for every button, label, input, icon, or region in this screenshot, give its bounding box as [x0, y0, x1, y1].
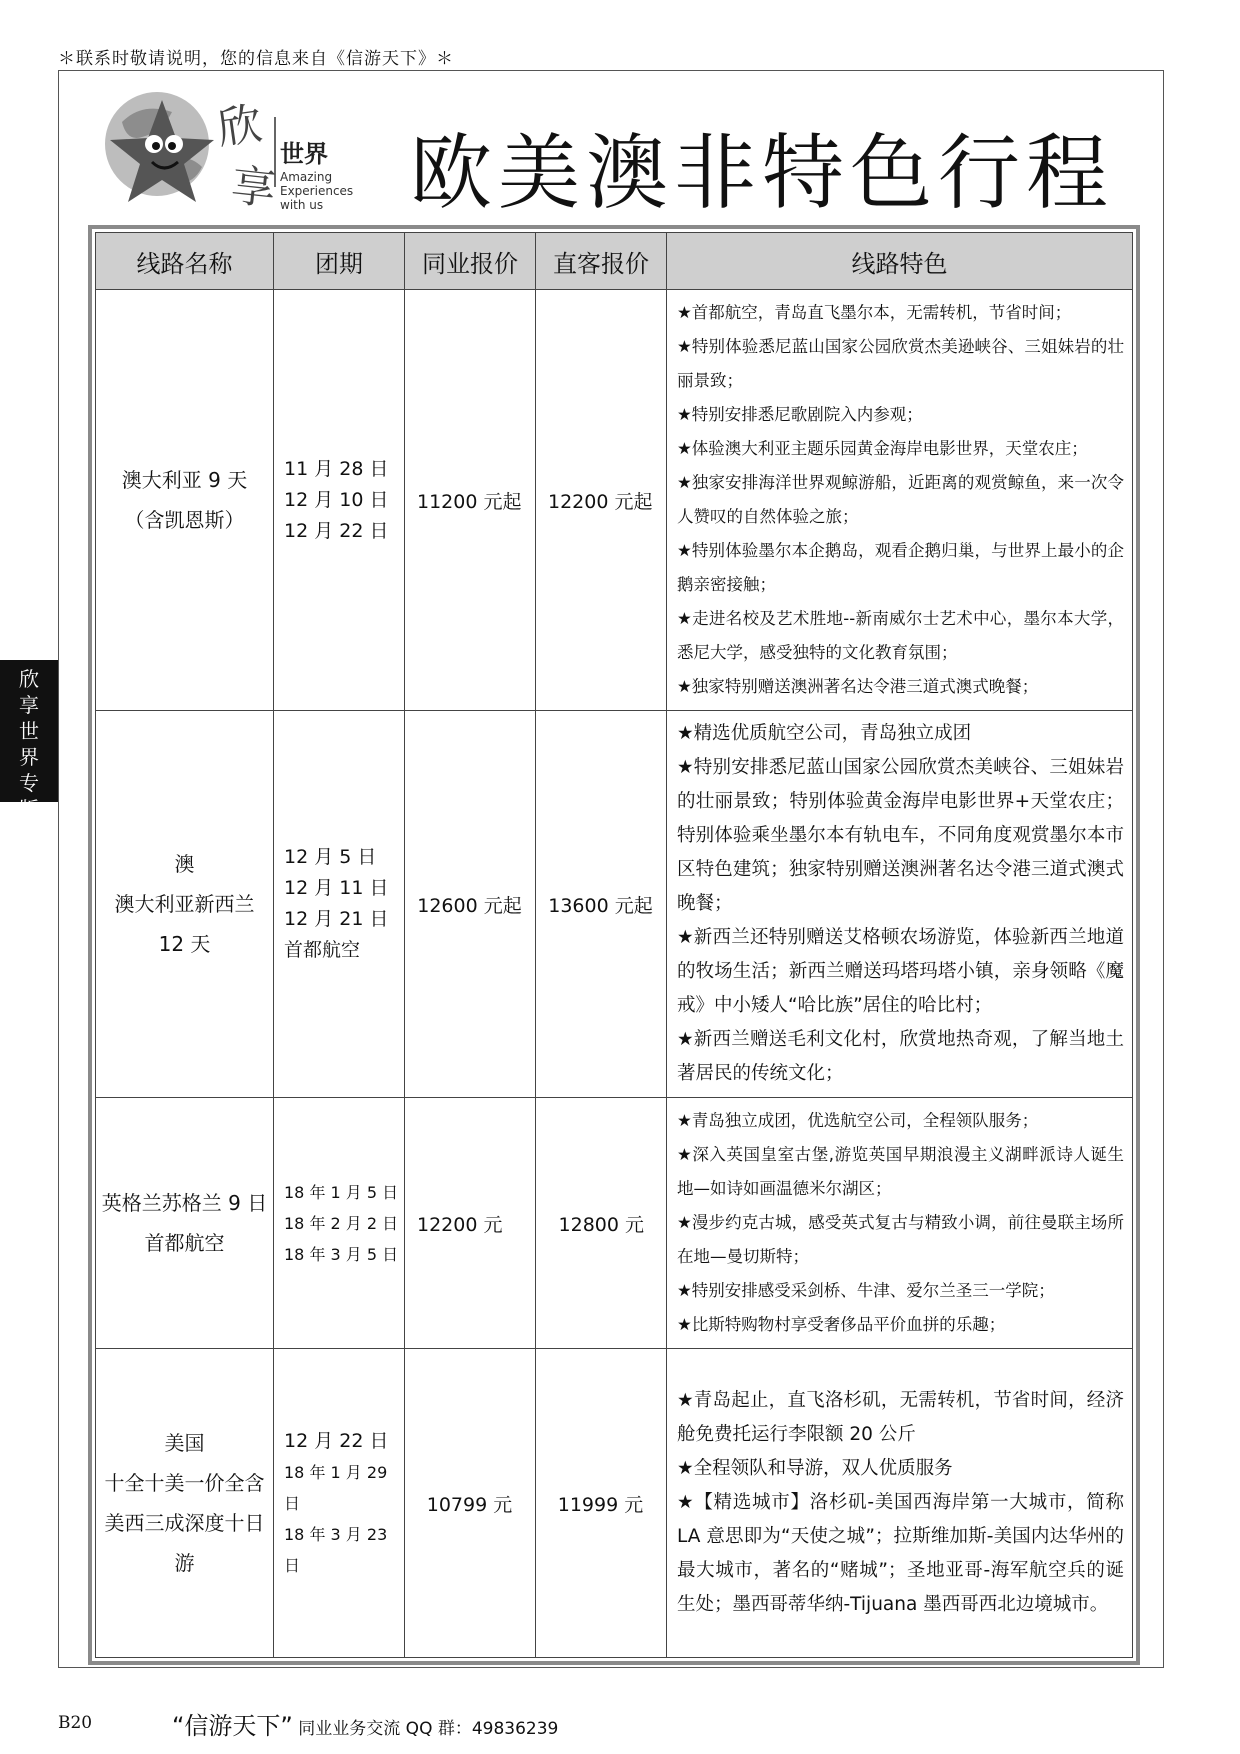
- side-tab-char: 版: [19, 797, 39, 821]
- feature-item: ★新西兰还特别赠送艾格顿农场游览，体验新西兰地道的牧场生活；新西兰赠送玛塔玛塔小镇，亲身领略《魔戒》中小矮人“哈比族”居住的哈比村；: [677, 927, 1124, 1016]
- retail-price: 13600 元起: [536, 711, 667, 1098]
- trade-price: 12200 元: [405, 1098, 536, 1349]
- route-name-line: 澳大利亚新西兰: [114, 892, 255, 916]
- side-tab-char: 界: [19, 745, 39, 769]
- route-dates: [274, 1098, 405, 1349]
- trade-price: 11200 元起: [405, 290, 536, 711]
- side-tab-char: 专: [19, 771, 39, 795]
- route-name: [96, 1349, 274, 1658]
- feature-item: ★走进名校及艺术胜地--新南威尔士艺术中心，墨尔本大学，悉尼大学，感受独特的文化教育氛围；: [677, 609, 1124, 662]
- date-line: 18 年 2 月 2 日: [284, 1213, 399, 1233]
- side-tab-char: 享: [19, 693, 39, 717]
- route-name: [96, 290, 274, 711]
- feature-item: ★特别体验墨尔本企鹅岛，观看企鹅归巢，与世界上最小的企鹅亲密接触；: [677, 541, 1124, 594]
- feature-item: ★特别安排悉尼歌剧院入内参观；: [677, 405, 923, 424]
- feature-item: ★比斯特购物村享受奢侈品平价血拼的乐趣；: [677, 1315, 1006, 1334]
- route-features: [667, 1349, 1133, 1658]
- page-number: B20: [58, 1713, 93, 1733]
- header-retail-price: 直客报价: [536, 233, 667, 290]
- feature-item: ★漫步约克古城，感受英式复古与精致小调，前往曼联主场所在地—曼切斯特；: [677, 1213, 1124, 1266]
- feature-item: ★新西兰赠送毛利文化村，欣赏地热奇观，了解当地土著居民的传统文化；: [677, 1029, 1124, 1084]
- feature-item: ★精选优质航空公司，青岛独立成团: [677, 723, 972, 744]
- svg-text:享: 享: [228, 160, 278, 216]
- date-line: 12 月 11 日: [284, 877, 389, 899]
- footer-contact: [172, 1706, 558, 1741]
- feature-item: ★深入英国皇室古堡,游览英国早期浪漫主义湖畔派诗人诞生地—如诗如画温德米尔湖区；: [677, 1145, 1124, 1198]
- date-line: 18 年 3 月 23 日: [284, 1524, 388, 1575]
- feature-item: ★【精选城市】洛杉矶-美国西海岸第一大城市，简称 LA 意思即为“天使之城”；拉斯维加斯-美国内达华州的最大城市，著名的“赌城”；圣地亚哥-海军航空兵的诞生处；墨西哥蒂华纳-Tijuana 墨西哥西北边境城市。: [677, 1492, 1124, 1615]
- date-line: 12 月 22 日: [284, 1429, 389, 1452]
- date-line: 12 月 10 日: [284, 488, 389, 511]
- route-name: [96, 1098, 274, 1349]
- feature-item: ★体验澳大利亚主题乐园黄金海岸电影世界，天堂农庄；: [677, 439, 1088, 458]
- date-line: 12 月 21 日: [284, 908, 389, 930]
- routes-table: [95, 232, 1133, 1658]
- route-name-line: 12 天: [158, 932, 211, 956]
- route-name-line: 十全十美一价全含: [104, 1471, 265, 1495]
- feature-item: ★独家安排海洋世界观鲸游船，近距离的观赏鲸鱼，来一次令人赞叹的自然体验之旅；: [677, 473, 1124, 526]
- feature-item: ★特别体验悉尼蓝山国家公园欣赏杰美逊峡谷、三姐妹岩的壮丽景致；: [677, 337, 1124, 390]
- table-row: [96, 1098, 1133, 1349]
- route-features: [667, 1098, 1133, 1349]
- trade-price: 12600 元起: [405, 711, 536, 1098]
- route-name-line: 首都航空: [144, 1231, 225, 1255]
- feature-item: ★全程领队和导游，双人优质服务: [677, 1458, 953, 1479]
- feature-item: ★首都航空，青岛直飞墨尔本，无需转机，节省时间；: [677, 303, 1072, 322]
- side-section-tab: [0, 660, 58, 821]
- page-title: 欧美澳非特色行程: [410, 126, 1115, 221]
- retail-price: 12800 元: [536, 1098, 667, 1349]
- feature-item: ★青岛独立成团，优选航空公司，全程领队服务；: [677, 1111, 1039, 1130]
- date-line: 11 月 28 日: [284, 457, 389, 480]
- header-note: ＊联系时敬请说明，您的信息来自《信游天下》＊: [58, 49, 454, 69]
- route-name-line: 美国: [164, 1431, 205, 1455]
- side-tab-char: 欣: [19, 667, 39, 691]
- date-line: 12 月 5 日: [284, 846, 377, 868]
- logo-text-cn: 世界: [280, 140, 328, 168]
- route-dates: [274, 290, 405, 711]
- routes-table-frame: [88, 225, 1140, 1665]
- route-name-line: 澳: [174, 852, 195, 876]
- route-name-line: （含凯恩斯）: [124, 508, 245, 532]
- feature-item: ★特别安排悉尼蓝山国家公园欣赏杰美峡谷、三姐妹岩的壮丽景致；特别体验黄金海岸电影世界+天堂农庄；特别体验乘坐墨尔本有轨电车，不同角度观赏墨尔本市区特色建筑；独家特别赠送澳洲著名达令港三道式澳式晚餐；: [677, 757, 1124, 914]
- route-name-line: 澳大利亚 9 天: [121, 468, 248, 492]
- header-features: 线路特色: [667, 233, 1133, 290]
- feature-item: ★特别安排感受采剑桥、牛津、爱尔兰圣三一学院；: [677, 1281, 1055, 1300]
- side-tab-char: 世: [19, 719, 39, 743]
- table-header-row: [96, 233, 1133, 290]
- table-row: [96, 711, 1133, 1098]
- feature-item: ★青岛起止，直飞洛杉矶，无需转机，节省时间，经济舱免费托运行李限额 20 公斤: [677, 1390, 1124, 1445]
- header-trade-price: 同业报价: [405, 233, 536, 290]
- route-name-line: 英格兰苏格兰 9 日: [101, 1191, 268, 1215]
- date-line: 12 月 22 日: [284, 519, 389, 542]
- date-line: 18 年 1 月 5 日: [284, 1182, 399, 1202]
- feature-item: ★独家特别赠送澳洲著名达令港三道式澳式晚餐；: [677, 677, 1039, 696]
- retail-price: 11999 元: [536, 1349, 667, 1658]
- route-name: [96, 711, 274, 1098]
- header-route-name: 线路名称: [96, 233, 274, 290]
- route-features: [667, 711, 1133, 1098]
- route-features: [667, 290, 1133, 711]
- footer-qq-text: 同业业务交流 QQ 群：49836239: [298, 1719, 559, 1739]
- table-row: [96, 290, 1133, 711]
- svg-text:欣: 欣: [214, 98, 266, 155]
- retail-price: 12200 元起: [536, 290, 667, 711]
- route-name-line: 美西三成深度十日: [104, 1511, 265, 1535]
- header-dates: 团期: [274, 233, 405, 290]
- route-dates: [274, 711, 405, 1098]
- logo-text-en: Amazing Experiences with us: [280, 170, 354, 212]
- date-line: 18 年 3 月 5 日: [284, 1244, 399, 1264]
- route-dates: [274, 1349, 405, 1658]
- route-name-line: 游: [174, 1551, 195, 1575]
- table-row: [96, 1349, 1133, 1658]
- date-line: 18 年 1 月 29 日: [284, 1462, 388, 1513]
- trade-price: 10799 元: [405, 1349, 536, 1658]
- date-line: 首都航空: [284, 939, 361, 961]
- footer-brand: “信游天下”: [172, 1712, 293, 1740]
